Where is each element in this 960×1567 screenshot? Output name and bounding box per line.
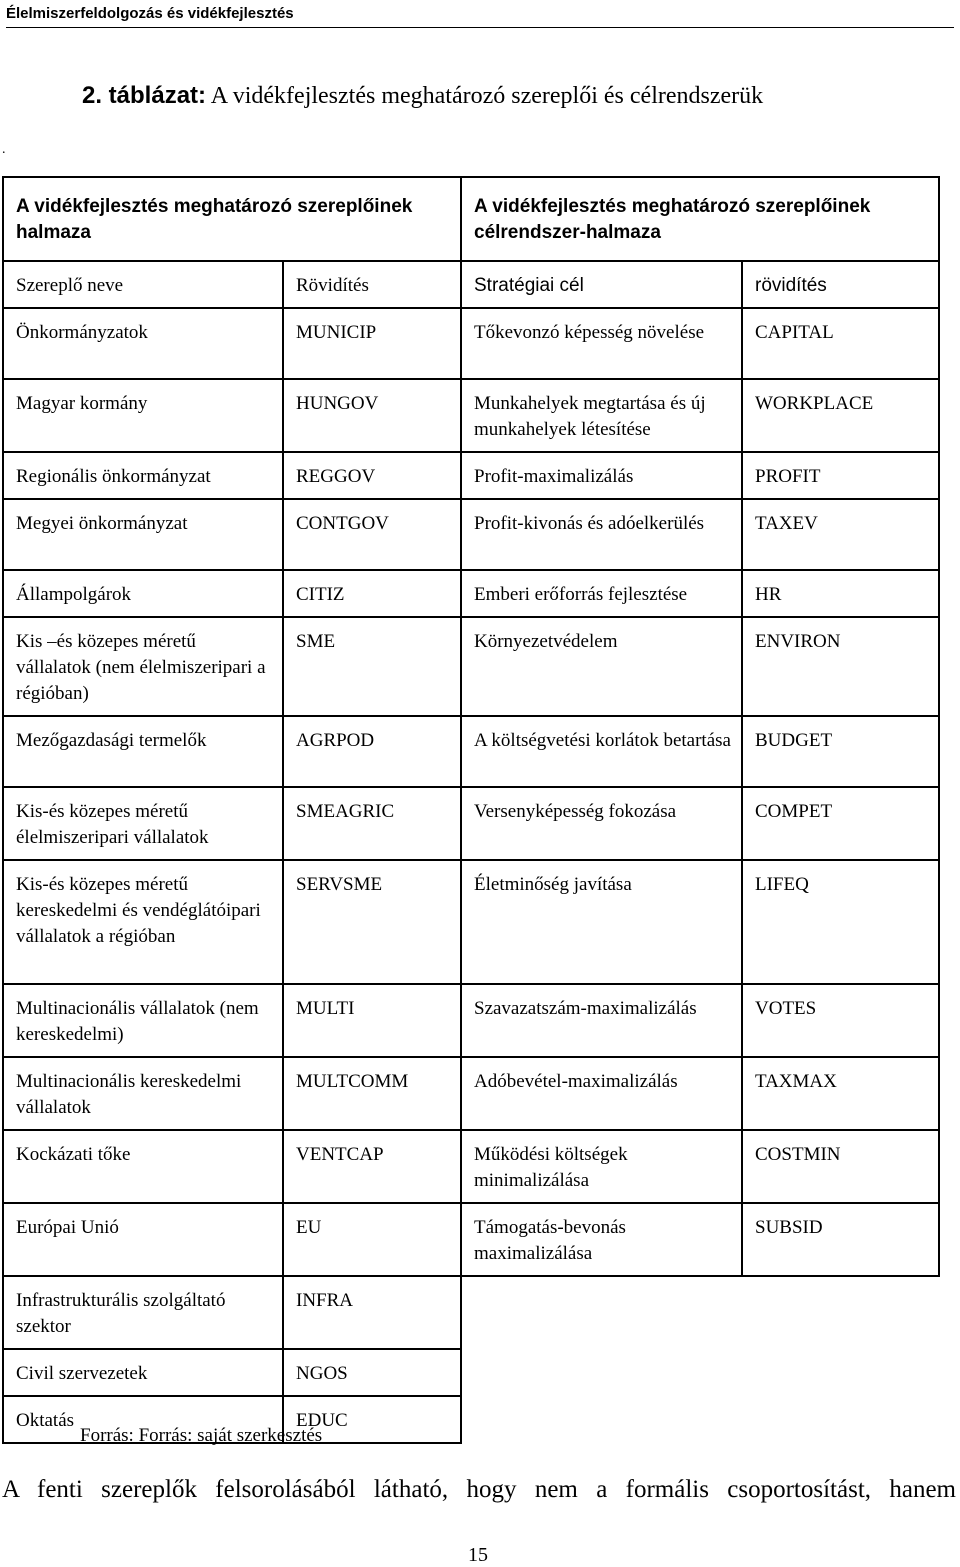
cell-actor-name: Oktatás <box>3 1396 283 1443</box>
table-row <box>3 1276 939 1349</box>
cell-goal: A költségvetési korlátok betartása <box>461 716 742 787</box>
cell-actor-name: Civil szervezetek <box>3 1349 283 1396</box>
table-row <box>3 308 939 379</box>
cell-actor-abbr: EDUC <box>283 1396 461 1443</box>
cell-goal-abbr <box>742 1276 939 1349</box>
cell-goal: Környezetvédelem <box>461 617 742 716</box>
cell-actor-abbr: MUNICIP <box>283 308 461 379</box>
cell-actor-abbr: NGOS <box>283 1349 461 1396</box>
cell-goal-abbr: BUDGET <box>742 716 939 787</box>
table-row <box>3 452 939 499</box>
cell-actor-name: Mezőgazdasági termelők <box>3 716 283 787</box>
cell-goal-abbr: TAXMAX <box>742 1057 939 1130</box>
cell-actor-name: Európai Unió <box>3 1203 283 1276</box>
cell-goal-abbr <box>742 1349 939 1396</box>
group-header-goals: A vidékfejlesztés meghatározó szereplőinek célrendszer-halmaza <box>461 177 939 261</box>
cell-actor-abbr: MULTCOMM <box>283 1057 461 1130</box>
table-caption-title: A vidékfejlesztés meghatározó szereplői és célrendszerük <box>210 83 764 109</box>
cell-goal-abbr: ENVIRON <box>742 617 939 716</box>
column-header-row <box>3 261 939 308</box>
cell-goal: Profit-maximalizálás <box>461 452 742 499</box>
table-body <box>3 177 939 1443</box>
column-header-goal: Stratégiai cél <box>461 261 742 308</box>
cell-goal <box>461 1276 742 1349</box>
cell-actor-abbr: CONTGOV <box>283 499 461 570</box>
cell-actor-name: Kockázati tőke <box>3 1130 283 1203</box>
cell-actor-name: Infrastrukturális szolgáltató szektor <box>3 1276 283 1349</box>
table-row <box>3 716 939 787</box>
cell-goal-abbr: HR <box>742 570 939 617</box>
actors-goals-table <box>2 176 940 1444</box>
table-row <box>3 499 939 570</box>
cell-goal: Támogatás-bevonás maximalizálása <box>461 1203 742 1276</box>
cell-goal-abbr: VOTES <box>742 984 939 1057</box>
cell-goal-abbr: COMPET <box>742 787 939 860</box>
cell-goal: Emberi erőforrás fejlesztése <box>461 570 742 617</box>
cell-goal-abbr: CAPITAL <box>742 308 939 379</box>
cell-actor-abbr: INFRA <box>283 1276 461 1349</box>
table-source: Forrás: Forrás: saját szerkesztés <box>80 1425 323 1446</box>
cell-goal-abbr: COSTMIN <box>742 1130 939 1203</box>
cell-goal <box>461 1396 742 1443</box>
cell-goal-abbr: LIFEQ <box>742 860 939 984</box>
cell-goal: Versenyképesség fokozása <box>461 787 742 860</box>
table-row <box>3 984 939 1057</box>
cell-goal <box>461 1349 742 1396</box>
cell-goal-abbr <box>742 1396 939 1443</box>
cell-goal-abbr: SUBSID <box>742 1203 939 1276</box>
table-row <box>3 1130 939 1203</box>
cell-actor-name: Multinacionális vállalatok (nem kereskedelmi) <box>3 984 283 1057</box>
cell-actor-abbr: SERVSME <box>283 860 461 984</box>
cell-actor-abbr: MULTI <box>283 984 461 1057</box>
cell-actor-name: Önkormányzatok <box>3 308 283 379</box>
table-row <box>3 617 939 716</box>
cell-actor-abbr: SME <box>283 617 461 716</box>
table-row <box>3 1349 939 1396</box>
group-header-actors: A vidékfejlesztés meghatározó szereplőinek halmaza <box>3 177 461 261</box>
body-paragraph: A fenti szereplők felsorolásából látható, hogy nem a formális csoportosítást, hanem <box>2 1476 956 1503</box>
cell-actor-name: Multinacionális kereskedelmi vállalatok <box>3 1057 283 1130</box>
table-caption-number: 2. táblázat: <box>82 82 207 109</box>
cell-goal-abbr: TAXEV <box>742 499 939 570</box>
page-number-value: 15 <box>468 1544 488 1566</box>
group-header-row <box>3 177 939 261</box>
stray-dot: . <box>2 142 6 157</box>
cell-actor-name: Kis-és közepes méretű kereskedelmi és vendéglátóipari vállalatok a régióban <box>3 860 283 984</box>
column-header-goal-abbr: rövidítés <box>742 261 939 308</box>
cell-goal: Tőkevonzó képesség növelése <box>461 308 742 379</box>
table-row <box>3 570 939 617</box>
cell-goal: Működési költségek minimalizálása <box>461 1130 742 1203</box>
cell-actor-abbr: AGRPOD <box>283 716 461 787</box>
cell-goal-abbr: WORKPLACE <box>742 379 939 452</box>
table-row <box>3 787 939 860</box>
cell-actor-abbr: VENTCAP <box>283 1130 461 1203</box>
table-caption <box>82 80 763 112</box>
cell-actor-abbr: REGGOV <box>283 452 461 499</box>
column-header-actor-name: Szereplő neve <box>3 261 283 308</box>
cell-goal: Szavazatszám-maximalizálás <box>461 984 742 1057</box>
cell-actor-abbr: CITIZ <box>283 570 461 617</box>
cell-goal: Adóbevétel-maximalizálás <box>461 1057 742 1130</box>
table-row <box>3 379 939 452</box>
cell-goal-abbr: PROFIT <box>742 452 939 499</box>
running-header: Élelmiszerfeldolgozás és vidékfejlesztés <box>6 3 954 28</box>
cell-actor-name: Kis –és közepes méretű vállalatok (nem élelmiszeripari a régióban) <box>3 617 283 716</box>
cell-actor-name: Kis-és közepes méretű élelmiszeripari vállalatok <box>3 787 283 860</box>
cell-goal: Munkahelyek megtartása és új munkahelyek létesítése <box>461 379 742 452</box>
cell-actor-name: Állampolgárok <box>3 570 283 617</box>
cell-goal: Életminőség javítása <box>461 860 742 984</box>
column-header-actor-abbr: Rövidítés <box>283 261 461 308</box>
cell-actor-abbr: SMEAGRIC <box>283 787 461 860</box>
table-row <box>3 1203 939 1276</box>
cell-actor-name: Megyei önkormányzat <box>3 499 283 570</box>
cell-actor-abbr: EU <box>283 1203 461 1276</box>
table-row <box>3 1057 939 1130</box>
cell-goal: Profit-kivonás és adóelkerülés <box>461 499 742 570</box>
cell-actor-abbr: HUNGOV <box>283 379 461 452</box>
cell-actor-name: Magyar kormány <box>3 379 283 452</box>
table-row <box>3 860 939 984</box>
cell-actor-name: Regionális önkormányzat <box>3 452 283 499</box>
page-number <box>0 1543 960 1567</box>
